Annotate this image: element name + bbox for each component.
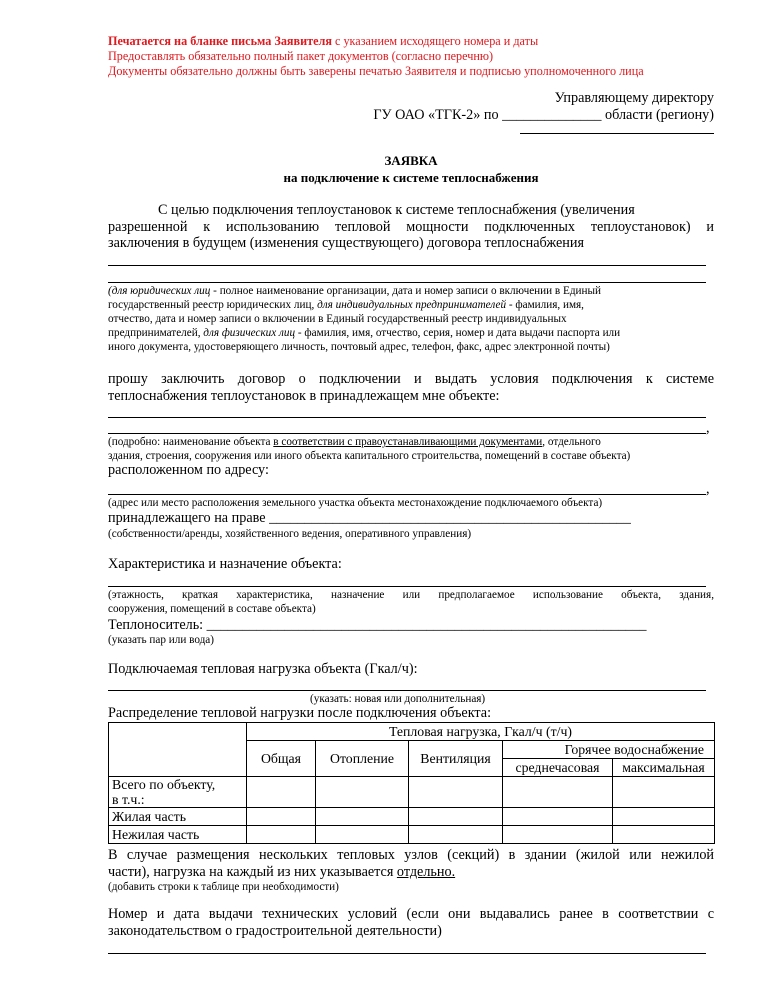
- table-cell[interactable]: [409, 777, 503, 808]
- table-cell[interactable]: [409, 826, 503, 844]
- table-cell[interactable]: [613, 808, 715, 826]
- tech-conditions-line-2: законодательством о градостроительной деятельности): [108, 923, 442, 939]
- ownership-right-label: принадлежащего на праве ___________________________________________________: [108, 510, 631, 526]
- applicant-hint-1: (для юридических лиц - полное наименование организации, дата и номер записи о включении в Единый: [108, 285, 602, 297]
- form-title: ЗАЯВКА: [384, 153, 438, 168]
- table-header-heating: Отопление: [316, 741, 409, 777]
- heat-carrier-label: Теплоноситель: ______________________________________________________________: [108, 617, 647, 633]
- characteristic-hint-2: сооружения, помещений в составе объекта): [108, 603, 316, 615]
- object-line-comma: ,: [706, 420, 710, 436]
- table-cell[interactable]: [613, 777, 715, 808]
- object-hint-2: здания, строения, сооружения или иного объекта капитального строительства, помещений в составе объекта): [108, 450, 631, 462]
- table-cell[interactable]: [503, 777, 613, 808]
- heat-load-hint: (указать: новая или дополнительная): [310, 693, 486, 705]
- object-line-2: [108, 433, 706, 434]
- table-header-total: Общая: [247, 741, 316, 777]
- addressee-line-3: [520, 133, 714, 134]
- heat-load-table: [108, 722, 715, 844]
- ownership-right-hint: (собственности/аренды, хозяйственного ведения, оперативного управления): [108, 528, 472, 540]
- address-hint: (адрес или место расположения земельного участка объекта местонахождение подключаемого объекта): [108, 497, 603, 509]
- table-cell[interactable]: [503, 808, 613, 826]
- table-cell[interactable]: [503, 826, 613, 844]
- note-full-package: Предоставлять обязательно полный пакет документов (согласно перечню): [108, 49, 494, 63]
- table-row-label: Жилая часть: [109, 808, 247, 826]
- request-line-1: прошу заключить договор о подключении и выдать условия подключения к системе: [108, 371, 714, 387]
- tech-conditions-line: [108, 953, 706, 954]
- table-cell[interactable]: [316, 808, 409, 826]
- multi-nodes-line-1: В случае размещения нескольких тепловых узлов (секций) в здании (жилой или нежилой: [108, 847, 714, 863]
- table-cell[interactable]: [247, 808, 316, 826]
- applicant-hint-4: предпринимателей, для физических лиц - фамилия, имя, отчество, серия, номер и дата выдачи паспорта или: [108, 327, 621, 339]
- heat-load-distribution-label: Распределение тепловой нагрузки после подключения объекта:: [108, 705, 492, 721]
- request-line-2: теплоснабжения теплоустановок в принадлежащем мне объекте:: [108, 388, 500, 404]
- note-seal-signature: Документы обязательно должны быть заверены печатью Заявителя и подписью уполномоченного лица: [108, 64, 644, 78]
- table-cell[interactable]: [409, 808, 503, 826]
- characteristic-label: Характеристика и назначение объекта:: [108, 556, 342, 572]
- heat-load-label: Подключаемая тепловая нагрузка объекта (Гкал/ч):: [108, 661, 418, 677]
- address-line: [108, 494, 706, 495]
- applicant-hint-2: государственный реестр юридических лиц, для индивидуальных предпринимателей - фамилия, имя,: [108, 299, 584, 311]
- applicant-line-2: [108, 282, 706, 283]
- table-corner-cell: [109, 723, 247, 777]
- table-row-label: Всего по объекту, в т.ч.:: [109, 777, 247, 808]
- table-header-ventilation: Вентиляция: [409, 741, 503, 777]
- table-header-hot-water: Горячее водоснабжение: [503, 741, 715, 759]
- applicant-hint-5: иного документа, удостоверяющего личность, почтовый адрес, телефон, факс, адрес электронной почты): [108, 341, 610, 353]
- form-subtitle: на подключение к системе теплоснабжения: [283, 170, 539, 185]
- applicant-line-1: [108, 265, 706, 266]
- multi-nodes-hint: (добавить строки к таблице при необходимости): [108, 881, 339, 893]
- table-row-label: Нежилая часть: [109, 826, 247, 844]
- note-print-on-letterhead: Печатается на бланке письма Заявителя с указанием исходящего номера и даты: [108, 34, 539, 48]
- multi-nodes-line-2: части), нагрузка на каждый из них указывается отдельно.: [108, 864, 456, 880]
- table-row: [109, 826, 715, 844]
- object-hint-1: (подробно: наименование объекта в соответствии с правоустанавливающими документами, отдельного: [108, 436, 601, 448]
- heat-carrier-hint: (указать пар или вода): [108, 634, 214, 646]
- table-cell[interactable]: [316, 777, 409, 808]
- tech-conditions-line-1: Номер и дата выдачи технических условий (если они выдавались ранее в соответствии с: [108, 906, 714, 922]
- table-header-heat-load: Тепловая нагрузка, Гкал/ч (т/ч): [247, 723, 715, 741]
- intro-line-2: разрешенной к использованию тепловой мощности подключенных теплоустановок) и: [108, 219, 714, 235]
- table-row: [109, 808, 715, 826]
- table-cell[interactable]: [247, 826, 316, 844]
- addressee-line-1: Управляющему директору: [554, 90, 714, 106]
- intro-line-1: С целью подключения теплоустановок к системе теплоснабжения (увеличения: [158, 202, 635, 218]
- table-header-average-hourly: среднечасовая: [503, 759, 613, 777]
- characteristic-line: [108, 586, 706, 587]
- addressee-line-2: ГУ ОАО «ТГК-2» по ______________ области (региону): [373, 107, 714, 123]
- table-row: [109, 777, 715, 808]
- object-line-1: [108, 417, 706, 418]
- characteristic-hint-1: (этажность, краткая характеристика, назначение или предполагаемое использование объекта, здания,: [108, 589, 714, 601]
- table-cell[interactable]: [613, 826, 715, 844]
- table-cell[interactable]: [247, 777, 316, 808]
- table-header-maximum: максимальная: [613, 759, 715, 777]
- applicant-hint-3: отчество, дата и номер записи о включении в Единый государственный реестр индивидуальных: [108, 313, 567, 325]
- heat-load-line: [108, 690, 706, 691]
- address-label: расположенном по адресу:: [108, 462, 269, 478]
- address-line-comma: ,: [706, 481, 710, 497]
- table-cell[interactable]: [316, 826, 409, 844]
- intro-line-3: заключения в будущем (изменения существующего) договора теплоснабжения: [108, 235, 584, 251]
